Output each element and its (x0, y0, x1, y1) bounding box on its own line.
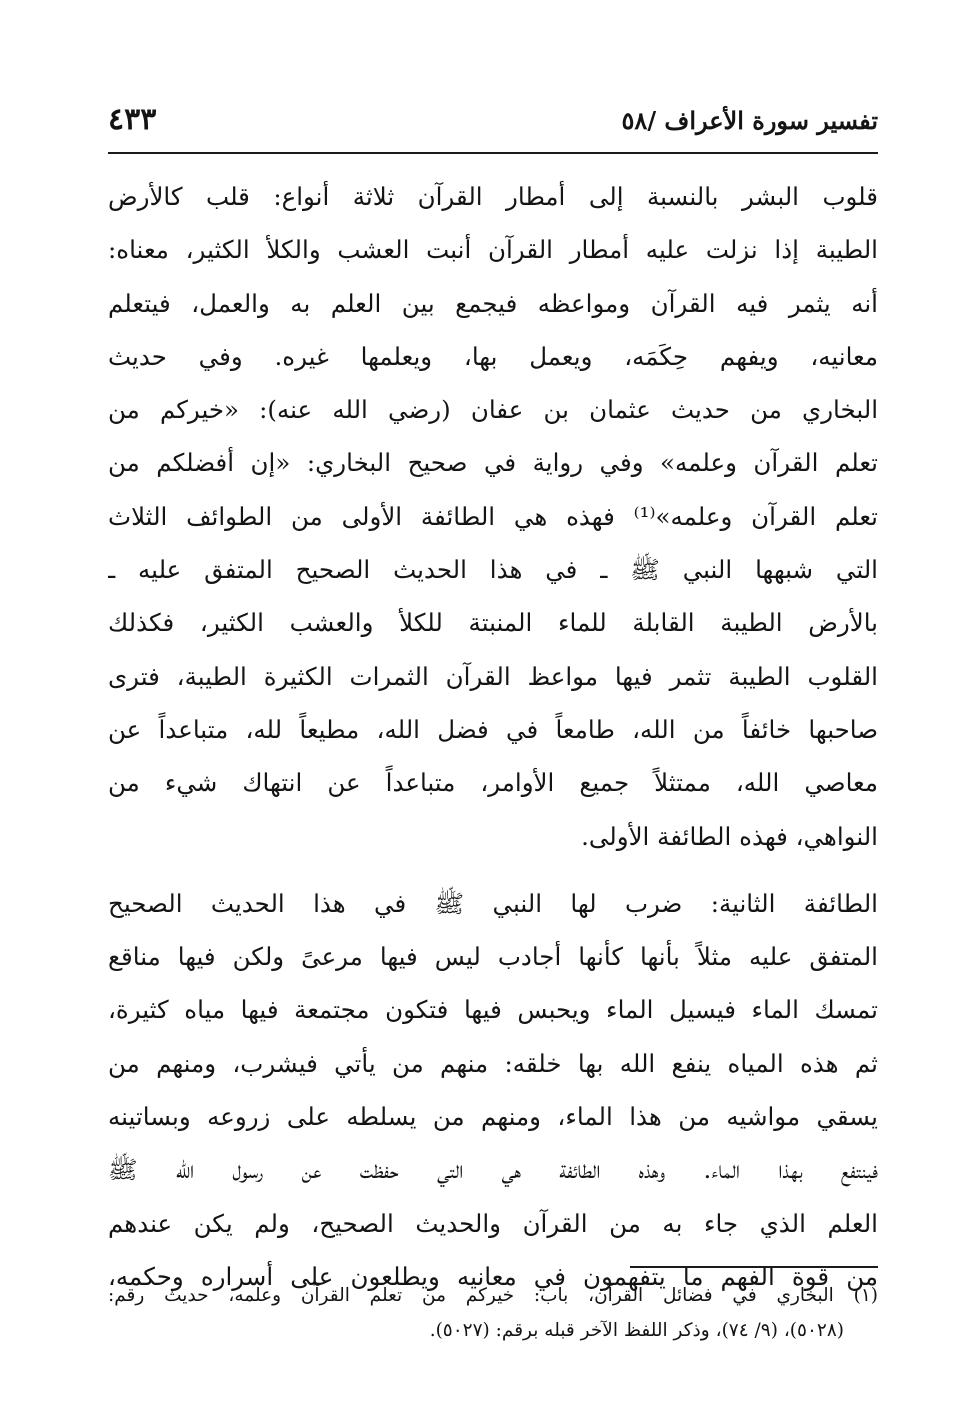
header-title: تفسير سورة الأعراف /٥٨ (621, 106, 878, 135)
text-line: يسقي مواشيه من هذا الماء، ومنهم من يسلطه على زروعه وبساتينه (108, 1102, 878, 1132)
footnote-rule (630, 1266, 878, 1268)
text-line: من قوة الفهم ما يتفهمون في معانيه ويطلعون على أسراره وحكمه، (108, 1261, 878, 1291)
text-line: معانيه، ويفهم حِكَمَه، ويعمل بها، ويعلمها غيره. وفي حديث (108, 341, 878, 371)
text-line: صاحبها خائفاً من الله، طامعاً في فضل الله، مطيعاً لله، متباعداً عن (108, 714, 878, 744)
paragraph-gap (108, 863, 878, 877)
text-line: البخاري من حديث عثمان بن عفان (رضي الله عنه): «خيركم من (108, 395, 878, 425)
text-line: ثم هذه المياه ينفع الله بها خلقه: منهم من يأتي فيشرب، ومنهم من (108, 1048, 878, 1078)
text-line: تعلم القرآن وعلمه» وفي رواية في صحيح البخاري: «إن أفضلكم من (108, 448, 878, 478)
text-line: بالأرض الطيبة القابلة للماء المنبتة للكلأ والعشب الكثير، فكذلك (108, 608, 878, 638)
paragraph-1 (108, 170, 878, 863)
text-line: الطيبة إذا نزلت عليه أمطار القرآن أنبت العشب والكلأ الكثير، معناه: (108, 235, 878, 265)
text-line: أنه يثمر فيه القرآن ومواعظه فيجمع بين العلم به والعمل، فيتعلم (108, 288, 878, 318)
running-header (108, 96, 878, 148)
text-line: الطائفة الثانية: ضرب لها النبي ﷺ في هذا الحديث الصحيح (108, 888, 878, 918)
paragraph-2 (108, 877, 878, 1303)
text-line: قلوب البشر بالنسبة إلى أمطار القرآن ثلاثة أنواع: قلب كالأرض (108, 182, 878, 211)
header-rule (108, 152, 878, 154)
text-line: القلوب الطيبة تثمر فيها مواعظ القرآن الثمرات الكثيرة الطيبة، فترى (108, 661, 878, 691)
text-line: التي شبهها النبي ﷺ ـ في هذا الحديث الصحيح المتفق عليه ـ (108, 555, 878, 585)
text-line: معاصي الله، ممتثلاً جميع الأوامر، متباعداً عن انتهاك شيء من (108, 768, 878, 798)
footnote-line: (٥٠٢٨)، (٩/ ٧٤)، وذكر اللفظ الآخر قبله برقم: (٥٠٢٧). (429, 1320, 844, 1341)
text-line: تعلم القرآن وعلمه»⁽¹⁾ فهذه هي الطائفة الأولى من الطوائف الثلاث (108, 501, 878, 531)
text-line: فينتفع بهذا الماء. وهذه الطائفة هي التي حفظت عن رسول الله ﷺ (108, 1155, 878, 1185)
text-line: المتفق عليه مثلاً بأنها كأنها أجادب ليس فيها مرعىً ولكن فيها مناقع (108, 942, 878, 972)
text-line: النواهي، فهذه الطائفة الأولى. (581, 821, 878, 851)
text-line: العلم الذي جاء به من القرآن والحديث الصحيح، ولم يكن عندهم (108, 1208, 878, 1238)
page-number: ٤٣٣ (108, 102, 157, 137)
footnote-line: (١) البخاري في فضائل القرآن، باب: خيركم من تعلم القرآن وعلمه، حديث رقم: (108, 1285, 878, 1306)
main-text (108, 170, 878, 1303)
text-line: تمسك الماء فيسيل الماء ويحبس فيها فتكون مجتمعة فيها مياه كثيرة، (108, 995, 878, 1025)
footnote (108, 1278, 878, 1348)
